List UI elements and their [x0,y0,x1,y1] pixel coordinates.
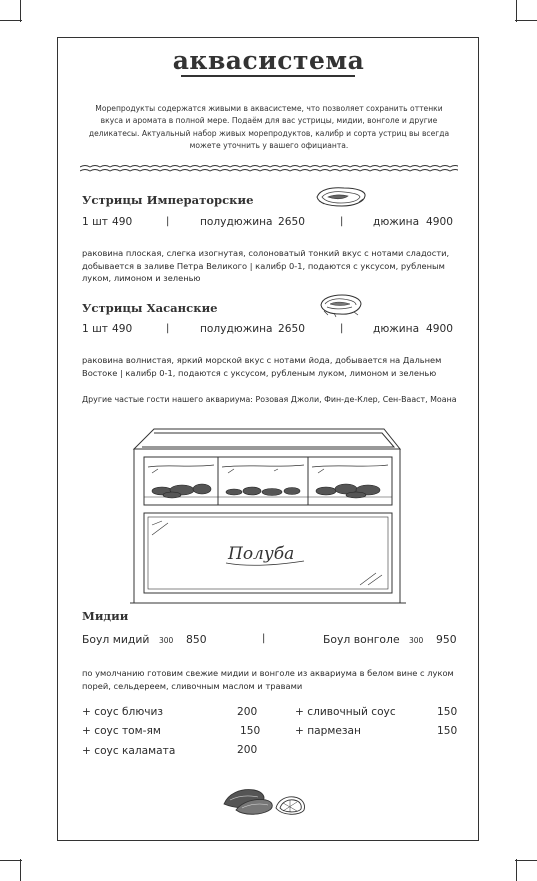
crop-mark [20,859,21,881]
price-value: 490 [112,216,133,228]
oyster-2-prices [82,323,456,339]
price-separator: | [340,216,344,227]
mussels-prices [82,633,460,649]
price-label: дюжина [373,323,420,335]
sauce-name: + пармезан [295,725,361,737]
price-label: полудюжина [200,323,273,335]
oyster-1-prices [82,216,456,232]
price-separator: | [166,216,170,227]
price-value: 4900 [426,323,453,335]
crop-mark [20,0,21,22]
sauce-name: + сливочный соус [295,706,396,718]
dish-price: 850 [186,633,207,646]
intro-text: Морепродукты содержатся живыми в аквасистеме, что позволяет сохранить оттенки вкуса и аромата в полной мере. Подаём для вас устрицы, мидии, вонголе и другие деликатесы. Актуальный набор живых морепродуктов, калибр и сорта устриц вы всегда можете уточнить у вашего официанта. [88,104,450,151]
price-label: 1 шт [82,323,108,335]
page-title: аквасистема [172,46,365,75]
oyster-2-description: раковина волнистая, яркий морской вкус с нотами йода, добывается на Дальнем Востоке | калибр 0-1, подаются с уксусом, рубленым луком, лимоном и зеленью [82,355,442,378]
crop-mark [516,859,517,881]
title-underline [181,75,355,77]
sauce-price: 150 [437,706,458,718]
aquarium-illustration [128,427,408,605]
price-value: 2650 [278,323,305,335]
mussels-description: по умолчанию готовим свежие мидии и вонголе из аквариума в белом вине с луком порей, сельдереем, сливочным маслом и травами [82,668,454,691]
price-label: 1 шт [82,216,108,228]
dish-weight: 300 [409,636,424,645]
mussels-lemon-sketch-icon [220,784,310,820]
sauce-price: 200 [237,706,258,718]
price-value: 2650 [278,216,305,228]
price-separator: | [166,323,170,334]
oyster-1-description: раковина плоская, слегка изогнутая, солоноватый тонкий вкус с нотами сладости, добывается в заливе Петра Великого | калибр 0-1, подаются с уксусом, рубленым луком, лимоном и зеленью [82,248,450,284]
sauce-name: + соус каламата [82,745,176,757]
crop-mark [515,20,537,21]
dish-weight: 300 [159,636,174,645]
crop-mark [0,860,22,861]
oyster-sketch-icon [314,185,368,209]
crop-mark [0,20,22,21]
price-value: 490 [112,323,133,335]
price-separator: | [262,633,266,644]
price-separator: | [340,323,344,334]
sauce-price: 200 [237,744,258,756]
sauce-price: 150 [240,725,261,737]
crop-mark [516,0,517,22]
oyster-sketch-icon [318,292,364,318]
oyster-2-title: Устрицы Хасанские [82,301,218,315]
price-value: 4900 [426,216,453,228]
sauce-name: + соус том-ям [82,725,161,737]
sauce-name: + соус блючиз [82,706,164,718]
crop-mark [515,860,537,861]
dish-name: Боул вонголе [323,633,400,646]
sauce-price: 150 [437,725,458,737]
mussels-heading: Мидии [82,609,129,623]
price-label: дюжина [373,216,420,228]
aquarium-logo: Полуба [228,544,295,564]
other-guests-text: Другие частые гости нашего аквариума: Розовая Джоли, Фин-де-Клер, Сен-Вааст, Моана [82,395,457,404]
price-label: полудюжина [200,216,273,228]
wave-divider [80,162,458,176]
dish-price: 950 [436,633,457,646]
oyster-1-title: Устрицы Императорские [82,193,254,207]
dish-name: Боул мидий [82,633,150,646]
